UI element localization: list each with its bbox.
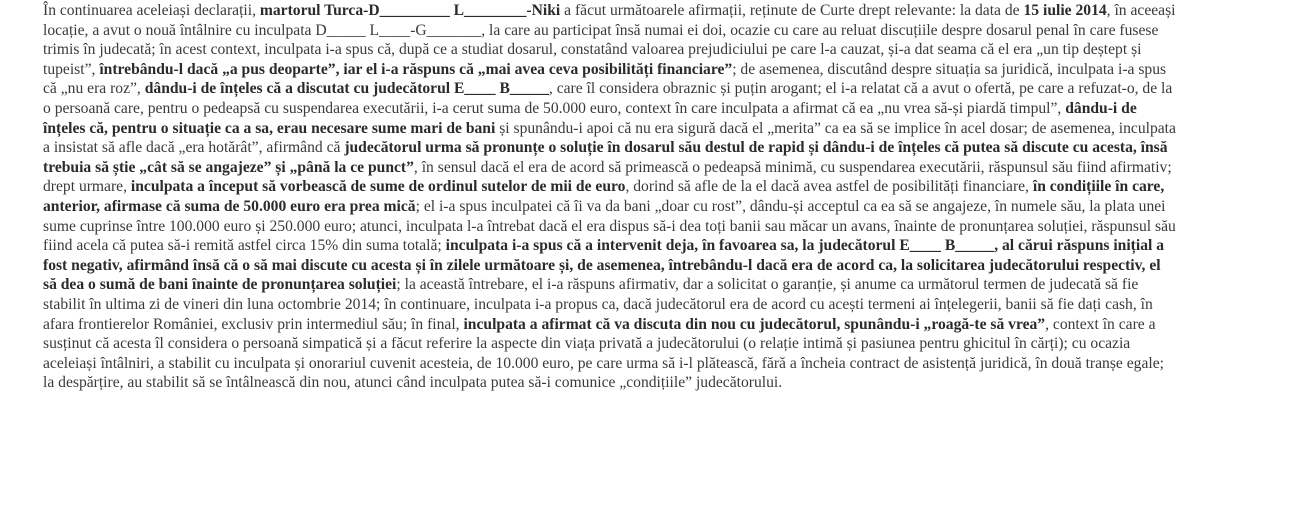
emphasized-text: martorul Turca-D_________ L________-Niki [259,2,561,19]
emphasized-text: dându-i de înțeles că a discutat cu judecătorul E____ B_____ [144,80,549,98]
emphasized-text: întrebându-l dacă „a pus deoparte”, iar el i-a răspuns că „mai avea ceva posibilități financiare” [99,60,733,78]
body-text: a făcut următoarele afirmații, reținute de Curte drept relevante: la data de [560,2,1024,19]
body-text: , dorind să afle de la el dacă avea astfel de posibilități financiare, [625,178,1033,196]
body-text: ; la această întrebare, el i-a răspuns afirmativ, dar a solicitat o garanție, și anume ca următorul termen de judecată să fie stabilit în ultima zi de vineri din luna octombrie 2014; în continuare, inculpata i-a propus ca, dacă judecătorul era de acord cu acești termeni ai înțelegerii, banii să fie dați cash, în afara frontierelor României, exclusiv prin intermediul său; în final, [43,276,1153,333]
emphasized-text: inculpata i-a spus că a intervenit deja, în favoarea sa, la judecătorul E____ B_____, al cărui răspuns inițial a fost negativ, afirmând însă că o să mai discute cu acesta și în zilele următoare și, de asemenea, întrebându-l dacă era de acord ca, la solicitarea judecătorului respectiv, el să dea o sumă de bani înainte de pronunțarea soluției [43,237,1165,294]
emphasized-text: dându-i de înțeles că, pentru o situație ca a sa, erau necesare sume mari de bani [43,99,1137,137]
body-text: , în sensul dacă el era de acord să primească o pedeapsă minimă, cu suspendarea executării, răspunsul său fiind afirmativ; drept urmare, [43,158,1172,196]
emphasized-text: inculpata a afirmat că va discuta din nou cu judecătorul, spunându-i „roagă-te să vrea” [463,315,1046,333]
emphasized-text: 15 iulie 2014 [1023,2,1107,19]
body-text: ; de asemenea, discutând despre situația sa juridică, inculpata i-a spus că „nu era roz”, [43,60,1167,98]
body-text: , context în care a susținut că acesta îl considera o persoană simpatică și a făcut referire la aspecte din viața privată a judecătorului (o relație intimă și pasiunea pentru ghicitul în cărți); cu ocazia aceleiași întâlniri, a stabilit cu inculpata și onorariul cuvenit acesteia, de 10.000 euro, pe care urma să i-l plătească, fără a încheia contract de asistență juridică, în două tranșe egale; la despărțire, au stabilit să se întâlnească din nou, atunci când inculpata putea să-i comunice „condițiile” judecătorului. [43,315,1164,392]
body-text: , în aceeași locație, a avut o nouă întâlnire cu inculpata D_____ L____-G_______, la care au participat însă numai ei doi, ocazie cu care au reluat discuțiile despre dosarul penal în care fusese trimis în judecată; în acest context, inculpata i-a spus că, după ce a studiat dosarul, constatând valoarea prejudiciului pe care l-a cauzat, și-a dat seama că el era „un tip deștept și tupeist”, [43,2,1176,78]
body-text: ; el i-a spus inculpatei că îi va da bani „doar cu rost”, dându-și acceptul ca ea să se angajeze, în numele său, la plata unei sume cuprinse între 100.000 euro și 250.000 euro; atunci, inculpata l-a întrebat dacă el era dispus să-i dea toți banii sau măcar un avans, înainte de pronunțarea soluției, răspunsul său fiind acela că putea să-i remită astfel circa 15% din suma totală; [43,197,1176,255]
emphasized-text: în condițiile în care, anterior, afirmase că suma de 50.000 euro era prea mică [43,178,1165,215]
emphasized-text: inculpata a început să vorbească de sume de ordinul sutelor de mii de euro [130,178,626,196]
body-text: și spunându-i apoi că nu era sigură dacă el „merita” ca ea să se implice în acel dosar; de asemenea, inculpata a insistat să afle dacă „era hotărât”, afirmând că [43,119,1176,157]
body-text: , care îl considera obraznic și puțin arogant; el i-a relatat că a avut o ofertă, pe care a refuzat-o, de la o persoană care, pentru o pedeapsă cu suspendarea executării, i-a cerut suma de 50.000 euro, context în care inculpata a afirmat că ea „nu vrea să-și piardă timpul”, [43,80,1173,117]
statement-paragraph [43,1,1178,393]
emphasized-text: judecătorul urma să pronunțe o soluție în dosarul său destul de rapid și dându-i de înțeles că putea să discute cu acesta, însă trebuia să știe „cât să se angajeze” și „până la ce punct” [43,139,1168,176]
body-text: În continuarea aceleiași declarații, [43,2,260,19]
